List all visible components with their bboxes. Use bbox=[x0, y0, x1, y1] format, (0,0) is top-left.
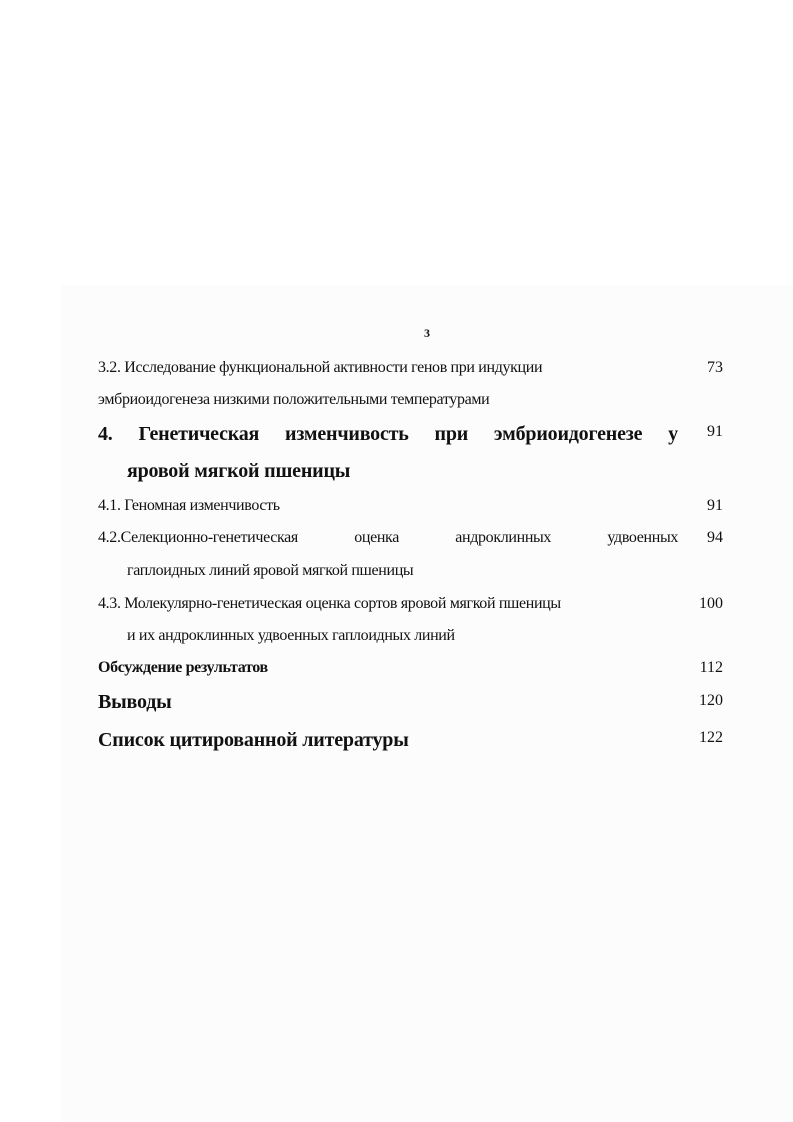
word: андроклинных bbox=[455, 529, 552, 546]
word: Генетическая bbox=[138, 423, 260, 445]
toc-discussion: Обсуждение результатов bbox=[98, 659, 268, 676]
toc-page-4-3: 100 bbox=[699, 595, 723, 612]
toc-conclusions: Выводы bbox=[98, 691, 172, 713]
word: оценка bbox=[354, 529, 399, 546]
toc-entry-4-3-line1: 4.3. Молекулярно-генетическая оценка сортов яровой мягкой пшеницы bbox=[98, 595, 561, 612]
toc-entry-4-2-line2: гаплоидных линий яровой мягкой пшеницы bbox=[127, 562, 414, 579]
toc-page-4-2: 94 bbox=[707, 529, 723, 546]
toc-page-discussion: 112 bbox=[699, 659, 723, 676]
word: изменчивость bbox=[285, 423, 409, 445]
word: 4.2.Селекционно-генетическая bbox=[98, 529, 298, 546]
toc-entry-3-2-line2: эмбриоидогенеза низкими положительными температурами bbox=[98, 391, 490, 408]
toc-page-3-2: 73 bbox=[707, 359, 723, 376]
word: у bbox=[668, 423, 678, 445]
toc-entry-4-1: 4.1. Геномная изменчивость bbox=[98, 497, 280, 514]
toc-entry-3-2-line1: 3.2. Исследование функциональной активности генов при индукции bbox=[98, 359, 543, 376]
word: 4. bbox=[98, 423, 113, 445]
toc-entry-4-3-line2: и их андроклинных удвоенных гаплоидных линий bbox=[127, 627, 455, 644]
toc-entry-4-2-line1 bbox=[98, 528, 678, 548]
word: эмбриоидогенезе bbox=[493, 423, 643, 445]
toc-chapter-4-line2: яровой мягкой пшеницы bbox=[127, 460, 351, 482]
toc-page-4: 91 bbox=[707, 423, 723, 440]
toc-page-4-1: 91 bbox=[707, 497, 723, 514]
page-number: 3 bbox=[424, 326, 430, 340]
toc-chapter-4-line1 bbox=[98, 422, 678, 446]
word: при bbox=[434, 423, 469, 445]
toc-references: Список цитированной литературы bbox=[98, 729, 409, 751]
word: удвоенных bbox=[607, 529, 678, 546]
toc-page-conclusions: 120 bbox=[699, 692, 723, 709]
toc-page-references: 122 bbox=[699, 729, 723, 746]
